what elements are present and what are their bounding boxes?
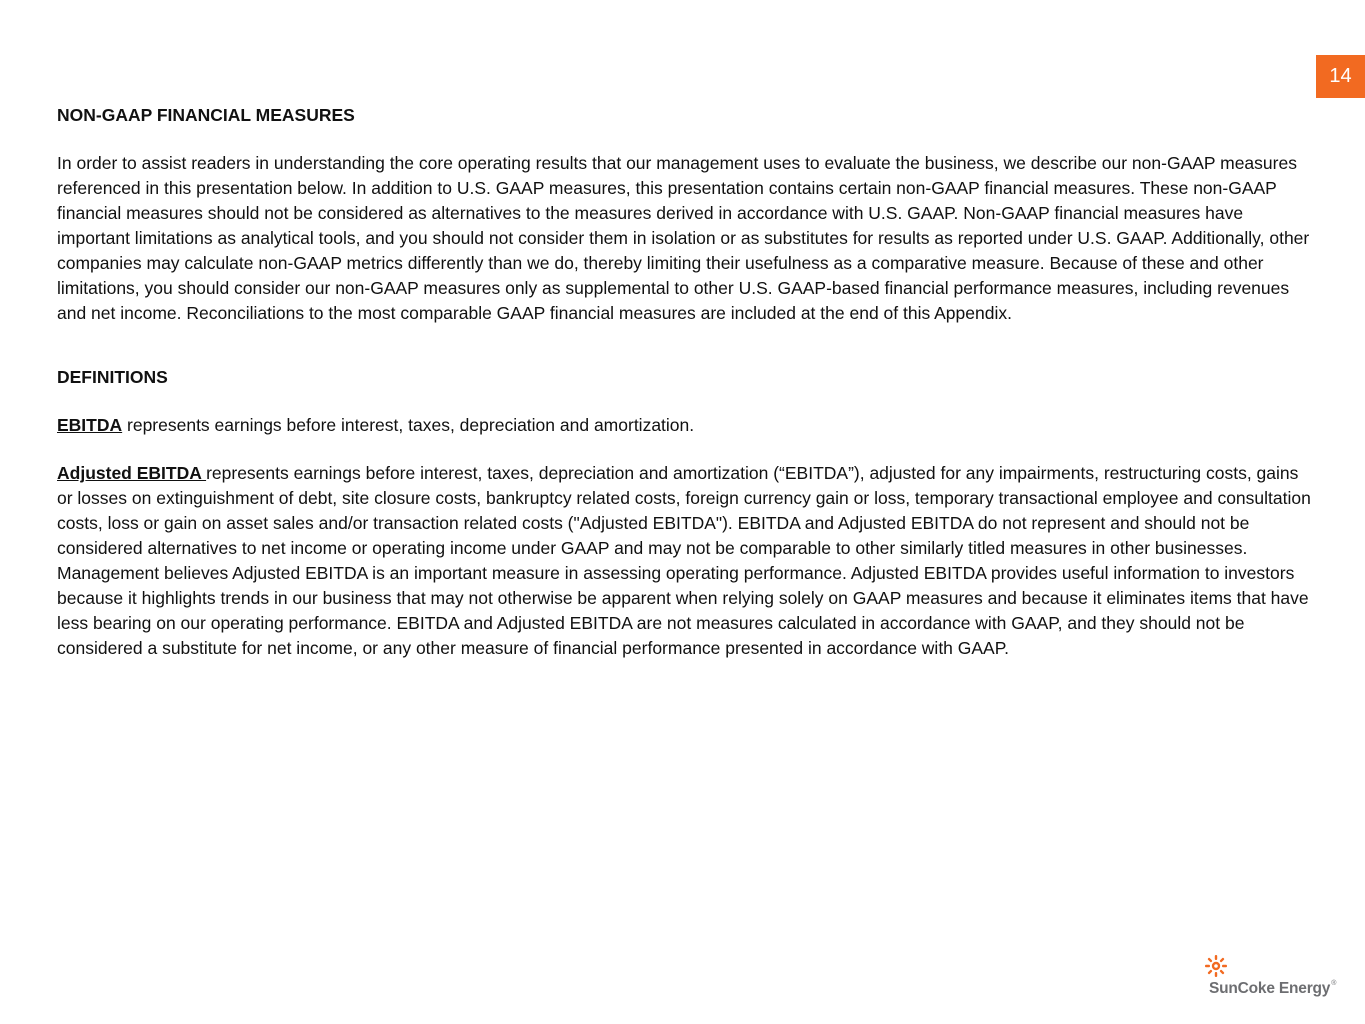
section-heading-non-gaap: NON-GAAP FINANCIAL MEASURES bbox=[57, 105, 355, 125]
section-heading-definitions: DEFINITIONS bbox=[57, 367, 168, 387]
definition-term-ebitda: EBITDA bbox=[57, 415, 123, 435]
spacer bbox=[57, 326, 1312, 358]
suncoke-logo bbox=[1204, 954, 1344, 1004]
definition-ebitda bbox=[57, 413, 1312, 438]
spacer bbox=[57, 438, 1312, 461]
page-number-badge: 14 bbox=[1316, 55, 1365, 98]
logo-text: SunCoke Energy bbox=[1209, 980, 1331, 997]
registered-mark: ® bbox=[1331, 980, 1337, 987]
document-body bbox=[57, 103, 1312, 661]
definition-adjusted-ebitda bbox=[57, 461, 1312, 661]
sun-icon bbox=[1204, 954, 1228, 978]
definition-text-adjusted-ebitda: represents earnings before interest, taxes, depreciation and amortization (“EBITDA”), adjusted for any impairments, restructuring costs, gains or losses on extinguishment of debt, site closure costs, bankruptcy related costs, foreign currency gain or loss, temporary transactional employee and consultation costs, loss or gain on asset sales and/or transaction related costs ("Adjusted EBITDA"). EBITDA and Adjusted EBITDA do not represent and should not be considered alternatives to net income or operating income under GAAP and may not be comparable to other similarly titled measures in other businesses. Management believes Adjusted EBITDA is an important measure in assessing operating performance. Adjusted EBITDA provides useful information to investors because it highlights trends in our business that may not otherwise be apparent when relying solely on GAAP measures and because it eliminates items that have less bearing on our operating performance. EBITDA and Adjusted EBITDA are not measures calculated in accordance with GAAP, and they should not be considered a substitute for net income, or any other measure of financial performance presented in accordance with GAAP. bbox=[57, 463, 1311, 658]
logo-wordmark bbox=[1209, 980, 1336, 998]
definition-text-ebitda: represents earnings before interest, taxes, depreciation and amortization. bbox=[122, 415, 695, 435]
spacer bbox=[57, 128, 1312, 151]
definition-term-adjusted-ebitda: Adjusted EBITDA bbox=[57, 463, 207, 483]
spacer bbox=[57, 390, 1312, 413]
non-gaap-paragraph: In order to assist readers in understanding the core operating results that our management uses to evaluate the business, we describe our non-GAAP measures referenced in this presentation below. In addition to U.S. GAAP measures, this presentation contains certain non-GAAP financial measures. These non-GAAP financial measures should not be considered as alternatives to the measures derived in accordance with U.S. GAAP. Non-GAAP financial measures have important limitations as analytical tools, and you should not consider them in isolation or as substitutes for results as reported under U.S. GAAP. Additionally, other companies may calculate non-GAAP metrics differently than we do, thereby limiting their usefulness as a comparative measure. Because of these and other limitations, you should consider our non-GAAP measures only as supplemental to other U.S. GAAP-based financial performance measures, including revenues and net income. Reconciliations to the most comparable GAAP financial measures are included at the end of this Appendix. bbox=[57, 153, 1310, 323]
